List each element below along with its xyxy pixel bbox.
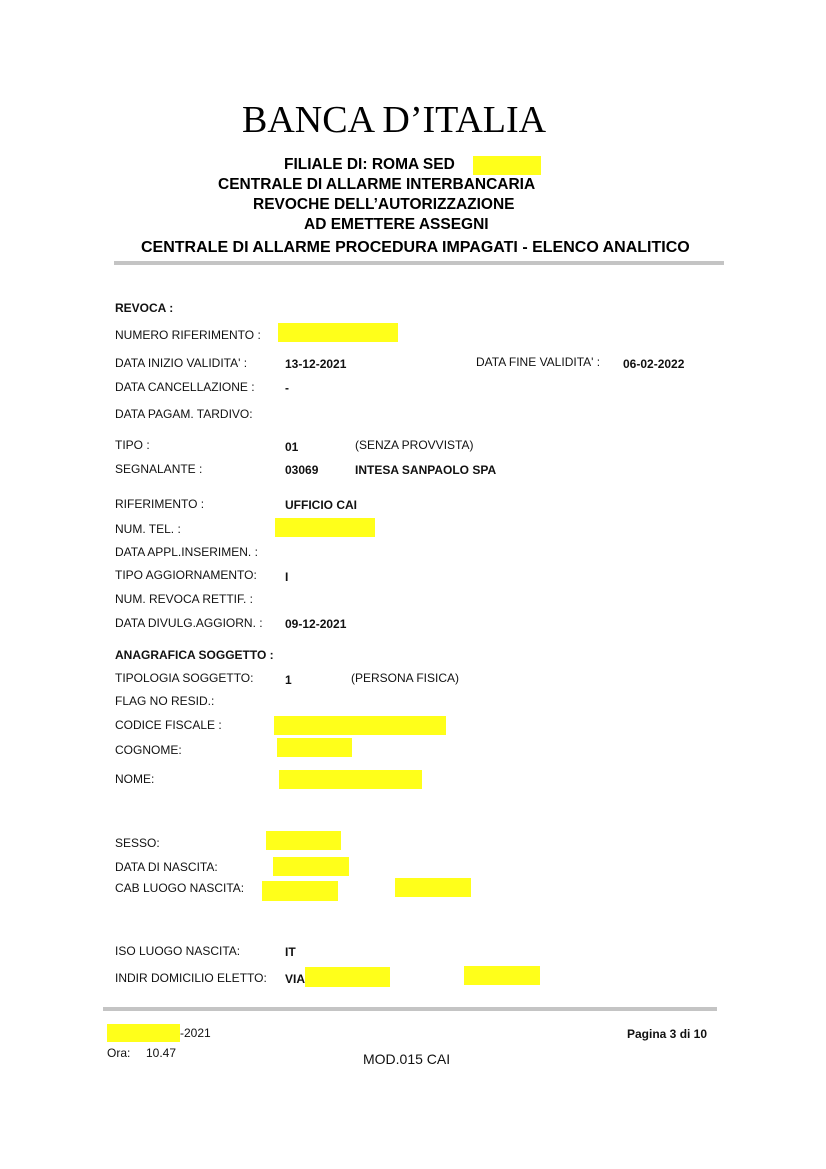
tipologia-value: 1 [285,673,292,687]
redaction-mark [274,716,446,735]
data-fine-value: 06-02-2022 [623,357,685,371]
riferimento-label: RIFERIMENTO : [115,497,205,511]
header-filiale: FILIALE DI: ROMA SED [284,156,455,173]
header-procedura: CENTRALE DI ALLARME PROCEDURA IMPAGATI - ELENCO ANALITICO [141,239,690,256]
flag-no-resid-label: FLAG NO RESID.: [115,694,215,708]
iso-luogo-value: IT [285,945,296,959]
redaction-mark [262,881,338,901]
numero-riferimento-label: NUMERO RIFERIMENTO : [115,328,261,342]
sesso-label: SESSO: [115,836,160,850]
bank-logo: BANCA D’ITALIA [242,99,547,141]
header-divider [114,261,724,265]
riferimento-value: UFFICIO CAI [285,498,357,512]
redaction-mark [266,831,341,850]
cab-luogo-label: CAB LUOGO NASCITA: [115,881,245,895]
tipo-value: 01 [285,440,299,454]
data-fine-label: DATA FINE VALIDITA' : [476,355,601,369]
section-anagrafica: ANAGRAFICA SOGGETTO : [115,648,274,662]
num-revoca-label: NUM. REVOCA RETTIF. : [115,592,254,606]
redaction-mark [279,770,422,789]
header-revoche: REVOCHE DELL’AUTORIZZAZIONE [253,196,515,213]
tipologia-desc: (PERSONA FISICA) [351,671,460,685]
tipo-label: TIPO : [115,438,150,452]
segnalante-name: INTESA SANPAOLO SPA [355,463,497,477]
redaction-mark [273,857,349,876]
redaction-mark [473,156,541,175]
redaction-mark [305,967,390,987]
tipo-desc: (SENZA PROVVISTA) [355,438,474,452]
segnalante-code: 03069 [285,463,319,477]
redaction-mark [464,966,540,985]
header-emettere: AD EMETTERE ASSEGNI [304,216,489,233]
segnalante-label: SEGNALANTE : [115,462,203,476]
data-cancellazione-label: DATA CANCELLAZIONE : [115,380,255,394]
data-divulg-value: 09-12-2021 [285,617,347,631]
header-centrale: CENTRALE DI ALLARME INTERBANCARIA [218,176,536,193]
section-revoca: REVOCA : [115,301,174,315]
data-appl-label: DATA APPL.INSERIMEN. : [115,545,258,559]
nome-label: NOME: [115,772,155,786]
footer-ora-label: Ora: [107,1046,131,1060]
tipologia-label: TIPOLOGIA SOGGETTO: [115,671,254,685]
form-code: MOD.015 CAI [363,1051,451,1067]
redaction-mark [395,878,471,897]
tipo-aggiornamento-value: I [285,570,289,584]
redaction-mark [277,738,352,757]
codice-fiscale-label: CODICE FISCALE : [115,718,222,732]
footer-divider [103,1007,717,1011]
tipo-aggiornamento-label: TIPO AGGIORNAMENTO: [115,568,257,582]
data-inizio-label: DATA INIZIO VALIDITA' : [115,356,248,370]
page-number: Pagina 3 di 10 [627,1027,708,1041]
redaction-mark [278,323,398,342]
indir-domicilio-label: INDIR DOMICILIO ELETTO: [115,971,267,985]
redaction-mark [107,1024,180,1042]
iso-luogo-label: ISO LUOGO NASCITA: [115,944,241,958]
redaction-mark [275,518,375,537]
num-tel-label: NUM. TEL. : [115,522,181,536]
data-cancellazione-value: - [285,381,289,395]
footer-date: -2021 [180,1026,211,1040]
data-nascita-label: DATA DI NASCITA: [115,860,218,874]
indir-domicilio-value: VIA [285,972,306,986]
cognome-label: COGNOME: [115,743,182,757]
footer-ora-value: 10.47 [146,1046,177,1060]
data-divulg-label: DATA DIVULG.AGGIORN. : [115,616,263,630]
data-pagam-label: DATA PAGAM. TARDIVO: [115,407,253,421]
data-inizio-value: 13-12-2021 [285,357,347,371]
